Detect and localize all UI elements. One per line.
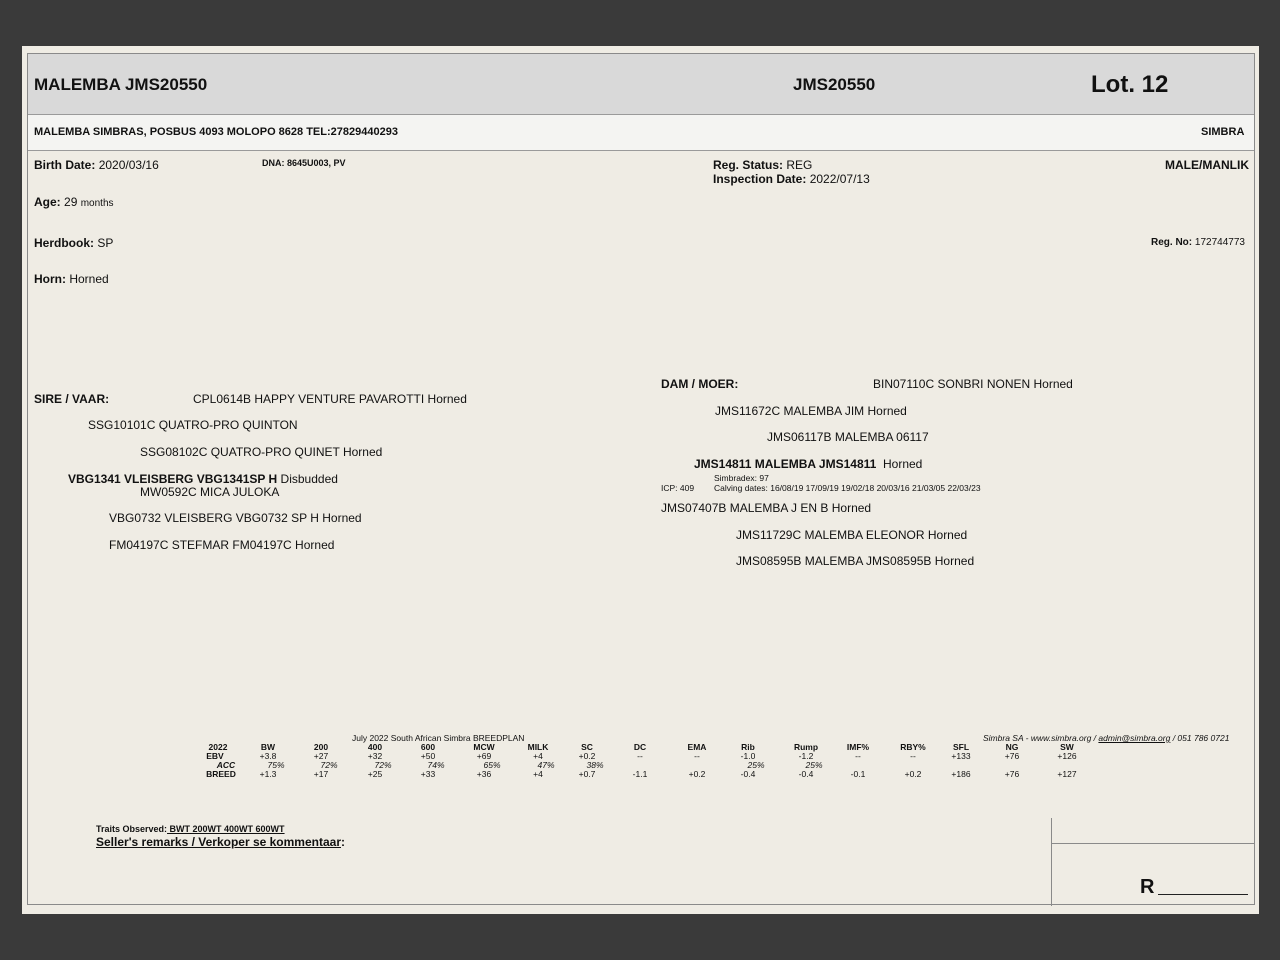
breedplan-credit: Simbra SA - www.simbra.org / admin@simbra.org / 051 786 0721 (983, 733, 1230, 743)
ebv-head-milk: MILK (527, 742, 549, 752)
price-field[interactable] (1158, 894, 1248, 895)
ebv-head-rump: Rump (793, 742, 819, 752)
dam-dam-sire: JMS07407B MALEMBA J EN B Horned (661, 501, 872, 515)
ebv-ebv-rib: -1.0 (740, 751, 756, 761)
ebv-ebv-rump: -1.2 (798, 751, 814, 761)
breedplan-title: July 2022 South African Simbra BREEDPLAN (352, 733, 525, 743)
dam-sire-dam: JMS06117B MALEMBA 06117 (767, 430, 929, 444)
ebv-ebv-imf-pct: -- (855, 751, 861, 761)
ebv-head-ng: NG (1005, 742, 1019, 752)
ebv-ebv-400: +32 (367, 751, 383, 761)
ebv-breed-ng: +76 (1004, 769, 1020, 779)
ebv-breed-milk: +4 (533, 769, 543, 779)
row-label-acc: ACC (216, 760, 236, 770)
dam-dam-dam: JMS08595B MALEMBA JMS08595B Horned (736, 554, 975, 568)
row-label-breed: BREED (206, 769, 236, 779)
ebv-ebv-dc: -- (637, 751, 643, 761)
ebv-acc-mcw: 65% (483, 760, 501, 770)
ebv-head-sw: SW (1060, 742, 1074, 752)
sire: VBG1341 VLEISBERG VBG1341SP H Disbudded (68, 472, 338, 486)
ebv-acc-rib: 25% (747, 760, 765, 770)
ebv-ebv-200: +27 (313, 751, 329, 761)
birth-date: Birth Date: 2020/03/16 (34, 158, 159, 172)
ebv-breed-400: +25 (367, 769, 383, 779)
ebv-ebv-sc: +0.2 (578, 751, 596, 761)
ebv-ebv-bw: +3.8 (259, 751, 277, 761)
ebv-ebv-sw: +126 (1057, 751, 1077, 761)
ebv-breed-ema: +0.2 (688, 769, 706, 779)
price-box-top-border (1051, 843, 1255, 844)
ebv-breed-rib: -0.4 (740, 769, 756, 779)
animal-id: JMS20550 (793, 75, 876, 94)
ebv-acc-400: 72% (374, 760, 392, 770)
ebv-acc-sc: 38% (586, 760, 604, 770)
traits-observed: Traits Observed: BWT 200WT 400WT 600WT (96, 824, 285, 834)
ebv-breed-rby-pct: +0.2 (904, 769, 922, 779)
breed-name: SIMBRA (1201, 126, 1245, 138)
ebv-breed-rump: -0.4 (798, 769, 814, 779)
age: Age: 29 months (34, 195, 114, 209)
ebv-ebv-ng: +76 (1004, 751, 1020, 761)
ebv-acc-rump: 25% (805, 760, 823, 770)
ebv-ebv-mcw: +69 (476, 751, 492, 761)
dam-sire: JMS11672C MALEMBA JIM Horned (715, 404, 907, 418)
ebv-head-400: 400 (367, 742, 383, 752)
ebv-head-200: 200 (313, 742, 329, 752)
ebv-head-sc: SC (581, 742, 593, 752)
ebv-head-imf-pct: IMF% (846, 742, 870, 752)
ebv-head-bw: BW (260, 742, 276, 752)
inspection-date: Inspection Date: 2022/07/13 (713, 172, 870, 186)
ebv-acc-bw: 75% (267, 760, 285, 770)
ebv-head-rib: Rib (741, 742, 755, 752)
sire-dam-sire: SSG10101C QUATRO-PRO QUINTON (88, 418, 298, 432)
breeder-address: MALEMBA SIMBRAS, POSBUS 4093 MOLOPO 8628 TEL:27829440293 (34, 126, 398, 138)
sire-line-vbg0732: VBG0732 VLEISBERG VBG0732 SP H Horned (109, 511, 362, 525)
ebv-acc-600: 74% (427, 760, 445, 770)
ebv-breed-600: +33 (420, 769, 436, 779)
ebv-head-600: 600 (420, 742, 436, 752)
ebv-head-dc: DC (633, 742, 647, 752)
ebv-breed-dc: -1.1 (632, 769, 648, 779)
ebv-breed-bw: +1.3 (259, 769, 277, 779)
ebv-breed-sw: +127 (1057, 769, 1077, 779)
reg-status: Reg. Status: REG (713, 158, 813, 172)
ebv-head-sfl: SFL (952, 742, 970, 752)
header-bar (28, 54, 1254, 115)
sire-dam: SSG08102C QUATRO-PRO QUINET Horned (140, 445, 383, 459)
ebv-ebv-sfl: +133 (951, 751, 971, 761)
ebv-head-ema: EMA (687, 742, 707, 752)
ebv-acc-200: 72% (320, 760, 338, 770)
ebv-head-mcw: MCW (473, 742, 495, 752)
sire-label: SIRE / VAAR: (34, 392, 110, 406)
reg-no: Reg. No: 172744773 (1151, 237, 1245, 248)
ebv-head-rby-pct: RBY% (900, 742, 926, 752)
row-label-ebv: EBV (206, 751, 224, 761)
sire-sire: CPL0614B HAPPY VENTURE PAVAROTTI Horned (193, 392, 467, 406)
sire-line-mw: MW0592C MICA JULOKA (140, 485, 280, 499)
dam-dam: JMS11729C MALEMBA ELEONOR Horned (736, 528, 968, 542)
ebv-breed-sfl: +186 (951, 769, 971, 779)
ebv-ebv-600: +50 (420, 751, 436, 761)
calving-dates: Calving dates: 16/08/19 17/09/19 19/02/18 20/03/16 21/03/05 22/03/23 (714, 483, 981, 493)
sex: MALE/MANLIK (1165, 158, 1249, 172)
animal-name: MALEMBA JMS20550 (34, 75, 208, 94)
horn: Horn: Horned (34, 272, 109, 286)
price-box-left-border (1051, 818, 1052, 906)
ebv-breed-mcw: +36 (476, 769, 492, 779)
email-link[interactable]: admin@simbra.org (1098, 733, 1171, 743)
row-label-year: 2022 (208, 742, 228, 752)
seller-remarks: Seller's remarks / Verkoper se kommentaar: (96, 835, 345, 849)
price-label: R (1140, 876, 1155, 898)
ebv-ebv-ema: -- (694, 751, 700, 761)
lot-number: Lot. 12 (1091, 71, 1169, 98)
dam-label: DAM / MOER: (661, 377, 739, 391)
ebv-breed-200: +17 (313, 769, 329, 779)
simbradex: Simbradex: 97 (714, 473, 769, 483)
dna-info: DNA: 8645U003, PV (262, 158, 346, 168)
dam: JMS14811 MALEMBA JMS14811 Horned (694, 457, 923, 471)
ebv-breed-imf-pct: -0.1 (850, 769, 866, 779)
ebv-ebv-milk: +4 (533, 751, 543, 761)
ebv-breed-sc: +0.7 (578, 769, 596, 779)
ebv-acc-milk: 47% (537, 760, 555, 770)
herdbook: Herdbook: SP (34, 236, 114, 250)
ebv-ebv-rby-pct: -- (910, 751, 916, 761)
sire-line-fm: FM04197C STEFMAR FM04197C Horned (109, 538, 335, 552)
dam-sire-sire: BIN07110C SONBRI NONEN Horned (873, 377, 1073, 391)
icp: ICP: 409 (661, 483, 695, 493)
